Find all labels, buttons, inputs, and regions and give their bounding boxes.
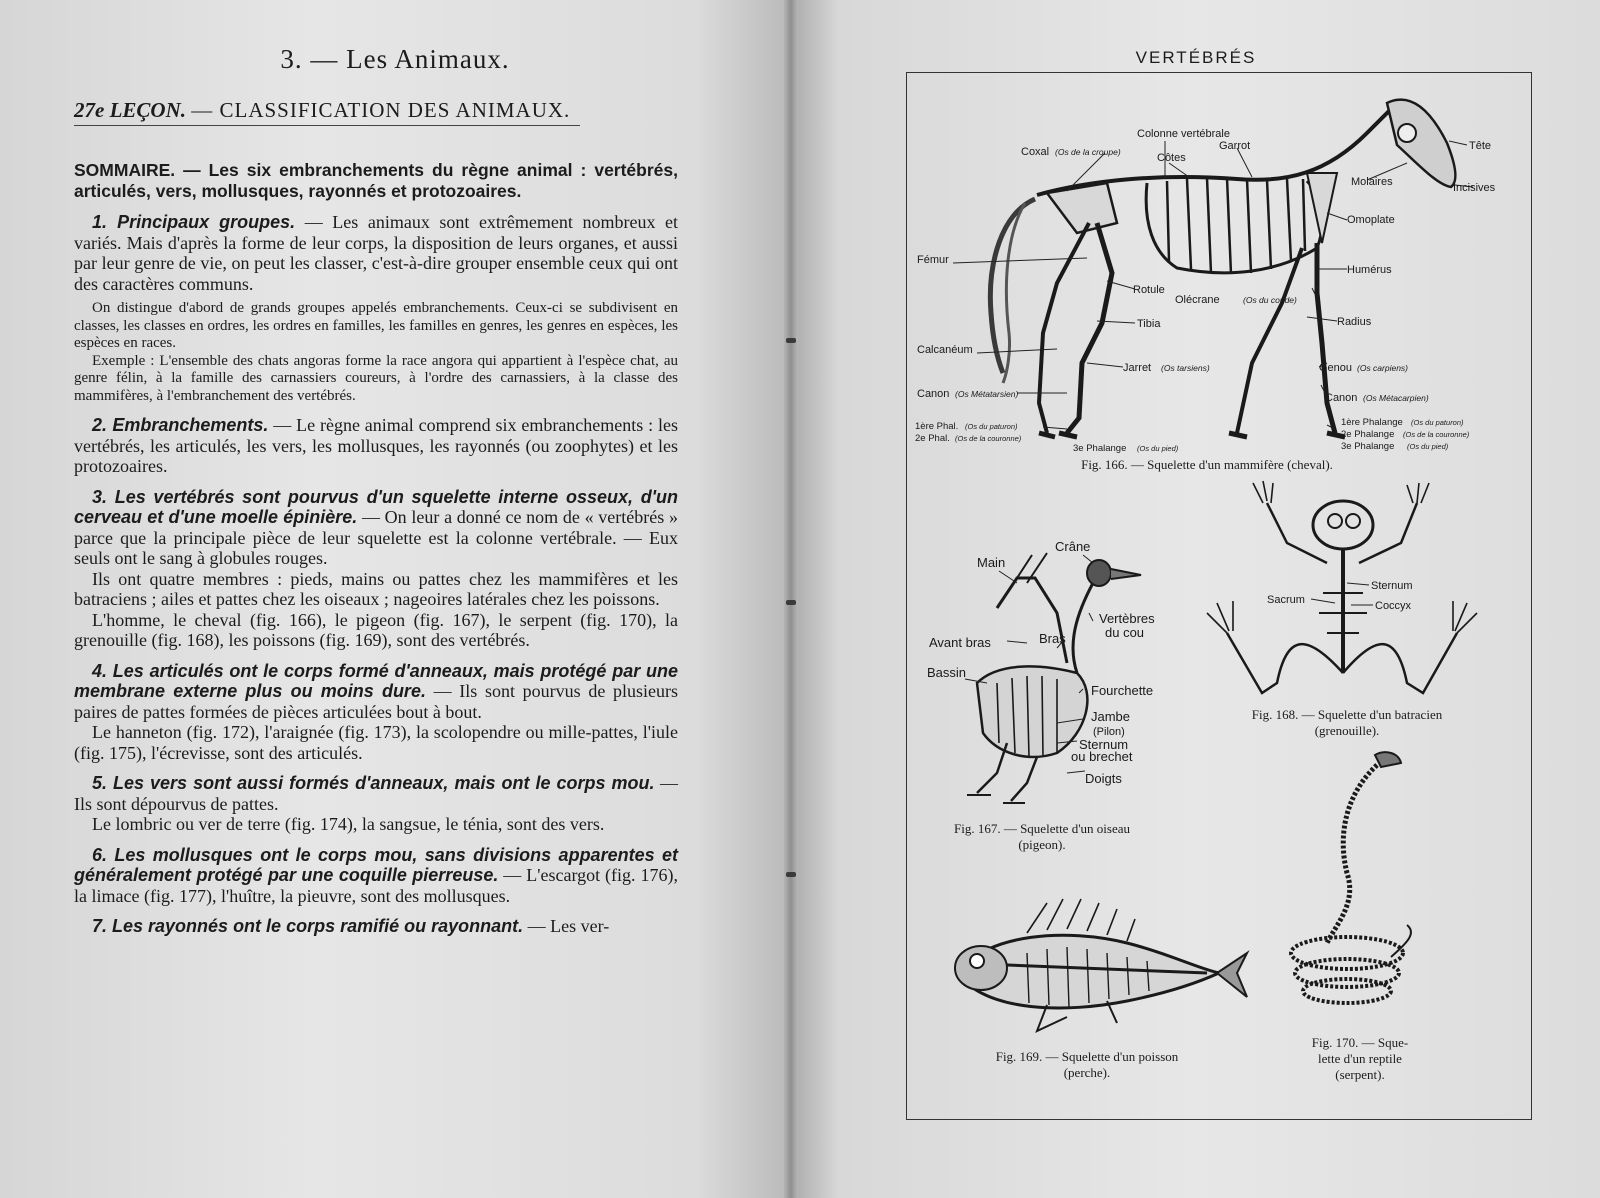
binding-stitch: [786, 872, 796, 877]
label-doigts: Doigts: [1085, 771, 1122, 786]
chapter-title: 3. — Les Animaux.: [280, 44, 510, 74]
running-head: VERTÉBRÉS: [1135, 48, 1257, 67]
label-molaires: Molaires: [1351, 176, 1393, 188]
label-crane: Crâne: [1055, 539, 1091, 554]
lesson-title: — CLASSIFICATION DES ANIMAUX.: [191, 98, 571, 122]
caption-fig167: Fig. 167. — Squelette d'un oiseau (pigeon).: [953, 821, 1131, 852]
section-4: 4. Les articulés ont le corps formé d'anneaux, mais protégé par une membrane externe plus ou moins dure. — Ils sont pourvus de plusieurs paires de pattes formées de pièces articulées bout à bout.: [74, 660, 678, 722]
section-5-examples: Le lombric ou ver de terre (fig. 174), la sangsue, le ténia, sont des vers.: [92, 814, 605, 834]
label-bassin: Bassin: [927, 665, 967, 680]
pigeon-skeleton-drawing: [967, 553, 1141, 803]
horse-leader-lines: [953, 141, 1473, 429]
label-phal2-right: 2e Phalange: [1341, 429, 1395, 440]
snake-skeleton-drawing: [1291, 752, 1411, 1003]
section-3-limbs: Ils ont quatre membres : pieds, mains ou pattes chez les mammifères et les batraciens ; ailes et pattes chez les oiseaux ; nageoires latérales chez les poissons.: [74, 568, 678, 609]
label-vertebres: Vertèbres: [1099, 611, 1155, 626]
label-canon-left: Canon: [917, 388, 950, 400]
section-4-examples: Le hanneton (fig. 172), l'araignée (fig. 173), la scolopendre ou mille-pattes, l'iule (fig. 175), l'écrevisse, sont des articulés.: [74, 722, 678, 763]
label-phal3-left-sub: (Os du pied): [1137, 444, 1179, 453]
label-canon-left-sub: (Os Métatarsien): [955, 389, 1019, 399]
label-vertebres-2: du cou: [1105, 625, 1145, 640]
label-phal2-right-sub: (Os de la couronne): [1403, 430, 1470, 439]
label-femur: Fémur: [917, 254, 949, 266]
label-sacrum: Sacrum: [1267, 594, 1305, 606]
frog-skeleton-drawing: [1207, 481, 1477, 693]
label-jambe: Jambe: [1091, 709, 1131, 724]
label-main: Main: [977, 555, 1006, 570]
figure-plate: [906, 72, 1532, 1120]
caption-fig168: Fig. 168. — Squelette d'un batracien (grenouille).: [1251, 707, 1443, 738]
caption-fig169: Fig. 169. — Squelette d'un poisson (perche).: [995, 1049, 1179, 1080]
label-bras: Bras: [1039, 631, 1066, 646]
caption-fig166: Fig. 166. — Squelette d'un mammifère (cheval).: [1081, 457, 1333, 472]
label-rotule: Rotule: [1133, 284, 1165, 296]
label-coccyx: Coccyx: [1375, 600, 1412, 612]
summary: SOMMAIRE. — Les six embranchements du règne animal : vertébrés, articulés, vers, mollusques, rayonnés et protozoaires.: [74, 160, 678, 201]
label-brechet: ou brechet: [1071, 749, 1133, 764]
label-phal1-left-sub: (Os du paturon): [965, 422, 1018, 431]
section-1: 1. Principaux groupes. — Les animaux sont extrêmement nombreux et variés. Mais d'après la forme de leur corps, la disposition de leurs organes, et aussi par leur genre de vie, on peut les classer, c'est-à-dire grouper ensemble ceux qui ont des caractères communs.: [74, 212, 678, 294]
section-5: 5. Les vers sont aussi formés d'anneaux, mais ont le corps mou. — Ils sont dépourvus de pattes.: [74, 773, 679, 814]
label-radius: Radius: [1337, 316, 1372, 328]
label-sternum-frog: Sternum: [1371, 580, 1413, 592]
label-olecrane-sub: (Os du coude): [1243, 295, 1297, 305]
section-1-example: Exemple : L'ensemble des chats angoras forme la race angora qui appartient à l'espèce chat, au genre félin, à la famille des carnassiers coureurs, à l'ordre des carnassiers, à la classe des mammifères, à l'embranchement des vertébrés.: [74, 352, 678, 404]
label-calcaneum: Calcanéum: [917, 344, 973, 356]
label-phal1-right: 1ère Phalange: [1341, 417, 1403, 428]
label-colonne: Colonne vertébrale: [1137, 128, 1230, 140]
label-jarret-sub: (Os tarsiens): [1161, 363, 1210, 373]
label-avant-bras: Avant bras: [929, 635, 991, 650]
section-7: 7. Les rayonnés ont le corps ramifié ou rayonnant. — Les ver-: [92, 916, 610, 936]
lesson-body: [74, 160, 678, 937]
label-tete: Tête: [1469, 140, 1492, 152]
perch-skeleton-drawing: [955, 899, 1247, 1031]
label-jarret: Jarret: [1123, 362, 1152, 374]
label-humerus: Humérus: [1347, 264, 1392, 276]
label-olecrane: Olécrane: [1175, 294, 1220, 306]
label-phal3-right-sub: (Os du pied): [1407, 442, 1449, 451]
binding-stitch: [786, 338, 796, 343]
section-6: 6. Les mollusques ont le corps mou, sans divisions apparentes et généralement protégé par une coquille pierreuse. — L'escargot (fig. 176), la limace (fig. 177), l'huître, la pieuvre, sont des mollusques.: [74, 844, 678, 906]
book-gutter: [784, 0, 798, 1198]
label-tibia: Tibia: [1137, 318, 1161, 330]
label-genou-sub: (Os carpiens): [1357, 363, 1409, 373]
lesson-heading: [74, 98, 580, 126]
label-phal2-left: 2e Phal.: [915, 433, 950, 444]
label-fourchette: Fourchette: [1091, 683, 1154, 698]
section-3: 3. Les vertébrés sont pourvus d'un squelette interne osseux, d'un cerveau et d'une moelle épinière. — On leur a donné ce nom de « vertébrés » parce que la principale pièce de leur squelette est la colonne vertébrale. — Eux seuls ont le sang à globules rouges.: [74, 486, 678, 568]
label-pilon: (Pilon): [1093, 726, 1125, 738]
label-omoplate: Omoplate: [1347, 214, 1395, 226]
label-phal1-left: 1ère Phal.: [915, 421, 959, 432]
label-incisives: Incisives: [1453, 182, 1496, 194]
section-3-examples: L'homme, le cheval (fig. 166), le pigeon (fig. 167), le serpent (fig. 170), la grenouille (fig. 168), les poissons (fig. 169), sont des vertébrés.: [74, 609, 678, 650]
binding-stitch: [786, 600, 796, 605]
label-canon-right-sub: (Os Métacarpien): [1363, 393, 1429, 403]
label-sternum-bird: Sternum: [1079, 737, 1129, 752]
label-coxal: Coxal: [1021, 146, 1050, 158]
caption-fig170: Fig. 170. — Sque- lette d'un reptile (serpent).: [1311, 1035, 1409, 1082]
label-phal3-right: 3e Phalange: [1341, 441, 1395, 452]
skeleton-illustrations: [907, 73, 1531, 1119]
label-phal1-right-sub: (Os du paturon): [1411, 418, 1464, 427]
label-garrot: Garrot: [1219, 140, 1251, 152]
label-genou: Genou: [1319, 362, 1353, 374]
label-coxal-sub: (Os de la croupe): [1055, 147, 1121, 157]
lesson-number: 27e LEÇON.: [74, 98, 186, 122]
label-cotes: Côtes: [1157, 152, 1186, 164]
section-2: 2. Embranchements. — Le règne animal comprend six embranchements : les vertébrés, les articulés, les vers, les mollusques, les rayonnés (ou zoophytes) et les protozoaires.: [74, 415, 678, 476]
label-phal2-left-sub: (Os de la couronne): [955, 434, 1022, 443]
label-canon-right: Canon: [1325, 392, 1358, 404]
label-phal3-left: 3e Phalange: [1073, 443, 1127, 454]
section-1-note: On distingue d'abord de grands groupes appelés embranchements. Ceux-ci se subdivisent en classes, les classes en ordres, les ordres en familles, les familles en genres, les genres en espèces, les espèces en races.: [74, 300, 678, 351]
